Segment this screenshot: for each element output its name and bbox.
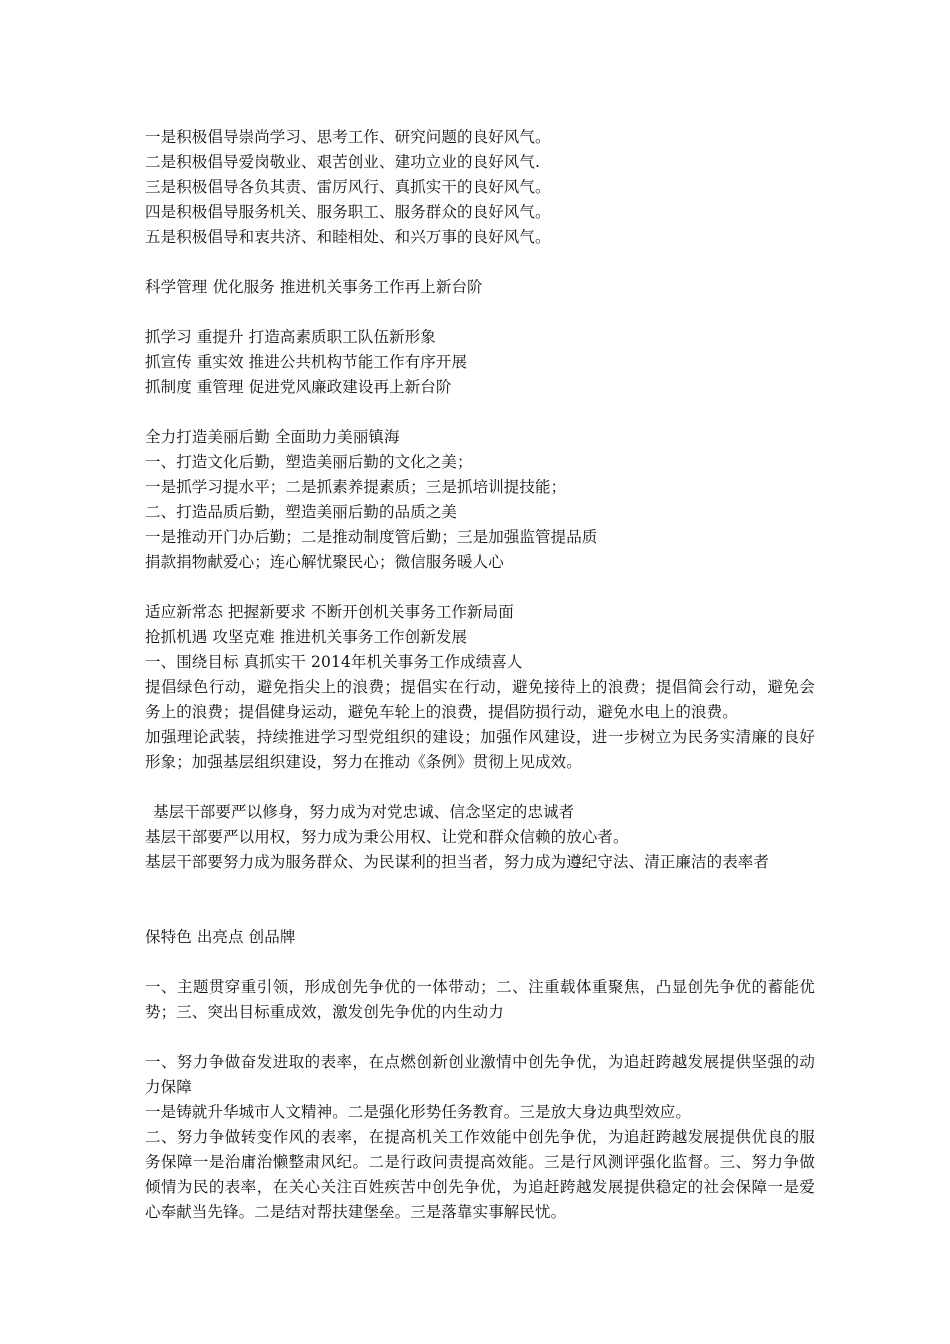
- spacer: [145, 575, 815, 600]
- text-line: 二、打造品质后勤，塑造美丽后勤的品质之美: [145, 503, 458, 521]
- spacer: [145, 400, 815, 425]
- text-line: 抓制度 重管理 促进党风廉政建设再上新台阶: [145, 378, 452, 396]
- section-focus-points: [145, 325, 815, 400]
- spacer: [145, 950, 815, 975]
- spacer: [145, 250, 815, 275]
- text-line: 捐款捐物献爱心；连心解忧聚民心；微信服务暖人心: [145, 553, 504, 571]
- text-line: 基层干部要努力成为服务群众、为民谋利的担当者，努力成为遵纪守法、清正廉洁的表率者: [145, 853, 770, 871]
- text-line: 抢抓机遇 攻坚克难 推进机关事务工作创新发展: [145, 628, 468, 646]
- text-line: 适应新常态 把握新要求 不断开创机关事务工作新局面: [145, 603, 514, 621]
- text-paragraph: 加强理论武装，持续推进学习型党组织的建设；加强作风建设，进一步树立为民务实清廉的良好形象；加强基层组织建设，努力在推动《条例》贯彻上见成效。: [145, 728, 815, 771]
- section-beautiful-logistics: [145, 425, 815, 575]
- document-body: [145, 125, 815, 1225]
- section-heading: 保特色 出亮点 创品牌: [145, 928, 296, 946]
- text-line: 一、围绕目标 真抓实干 2014年机关事务工作成绩喜人: [145, 653, 523, 671]
- section-new-normal: [145, 600, 815, 775]
- text-line: 抓宣传 重实效 推进公共机构节能工作有序开展: [145, 353, 468, 371]
- spacer: [145, 775, 815, 800]
- spacer: [145, 1025, 815, 1050]
- text-paragraph: 一、努力争做奋发进取的表率，在点燃创新创业激情中创先争优，为追赶跨越发展提供坚强的动力保障: [145, 1053, 815, 1096]
- text-line: 一是推动开门办后勤；二是推动制度管后勤；三是加强监管提品质: [145, 528, 598, 546]
- text-paragraph: 提倡绿色行动，避免指尖上的浪费；提倡实在行动，避免接待上的浪费；提倡简会行动，避免会务上的浪费；提倡健身运动，避免车轮上的浪费，提倡防损行动，避免水电上的浪费。: [145, 678, 815, 721]
- text-line: 一是抓学习提水平；二是抓素养提素质；三是抓培训提技能；: [145, 478, 567, 496]
- text-line: 二是积极倡导爱岗敬业、艰苦创业、建功立业的良好风气.: [145, 153, 541, 171]
- text-paragraph: 一、主题贯穿重引领，形成创先争优的一体带动；二、注重载体重聚焦，凸显创先争优的蓄能优势；三、突出目标重成效，激发创先争优的内生动力: [145, 978, 815, 1021]
- text-line: 一是铸就升华城市人文精神。二是强化形势任务教育。三是放大身边典型效应。: [145, 1103, 692, 1121]
- text-line: 抓学习 重提升 打造高素质职工队伍新形象: [145, 328, 436, 346]
- text-line: 五是积极倡导和衷共济、和睦相处、和兴万事的良好风气。: [145, 228, 551, 246]
- text-line: 基层干部要严以修身，努力成为对党忠诚、信念坚定的忠诚者: [153, 803, 575, 821]
- spacer: [145, 300, 815, 325]
- text-line: 基层干部要严以用权，努力成为秉公用权、让党和群众信赖的放心者。: [145, 828, 629, 846]
- text-line: 一、打造文化后勤，塑造美丽后勤的文化之美；: [145, 453, 473, 471]
- section-good-practices: [145, 125, 815, 250]
- text-line: 一是积极倡导崇尚学习、思考工作、研究问题的良好风气。: [145, 128, 551, 146]
- section-grassroots-cadres: [145, 800, 815, 875]
- text-paragraph: 二、努力争做转变作风的表率，在提高机关工作效能中创先争优，为追赶跨越发展提供优良的服务保障一是治庸治懒整肃风纪。二是行政问责提高效能。三是行风测评强化监督。三、努力争做倾情为民的表率，在关心关注百姓疾苦中创先争优，为追赶跨越发展提供稳定的社会保障一是爱心奉献当先锋。二是结对帮扶建堡垒。三是落靠实事解民忧。: [145, 1128, 815, 1221]
- section-heading: 科学管理 优化服务 推进机关事务工作再上新台阶: [145, 278, 483, 296]
- text-line: 全力打造美丽后勤 全面助力美丽镇海: [145, 428, 400, 446]
- text-line: 四是积极倡导服务机关、服务职工、服务群众的良好风气。: [145, 203, 551, 221]
- text-line: 三是积极倡导各负其责、雷厉风行、真抓实干的良好风气。: [145, 178, 551, 196]
- spacer: [145, 875, 815, 925]
- section-role-models: [145, 1050, 815, 1225]
